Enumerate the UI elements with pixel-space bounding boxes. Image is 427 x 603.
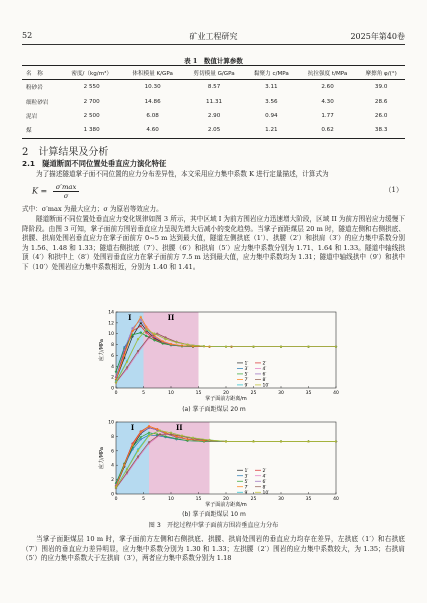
- table-caption: 表 1 数值计算参数: [184, 57, 243, 65]
- legend-label: 5′: [244, 479, 249, 485]
- table-row: [22, 109, 405, 123]
- legend-label: 1′: [244, 361, 249, 367]
- table-cell: 0.94: [265, 112, 278, 119]
- table-cell: 2.60: [321, 84, 334, 91]
- x-axis-label: 掌子面前方距离/m: [205, 396, 247, 402]
- where-paragraph: 式中：σ′max 为最大应力；σ 为原岩等效应力。: [22, 205, 163, 213]
- x-tick-label: 15: [195, 497, 202, 502]
- legend-label: 2′: [262, 361, 267, 367]
- x-tick-label: 40: [333, 391, 339, 396]
- y-tick-label: 2: [111, 478, 114, 484]
- table-cell: 6.08: [146, 112, 159, 119]
- zone-label: I: [128, 313, 132, 322]
- formula-fraction: [53, 183, 80, 200]
- column-header: 摩擦角 φ/(°): [357, 66, 405, 80]
- table-cell: 39.0: [374, 84, 388, 91]
- column-header: 黏聚力 c/MPa: [245, 66, 298, 80]
- legend-label: 4′: [262, 367, 267, 373]
- table-cell: 3.11: [265, 84, 278, 91]
- legend-label: 6′: [262, 372, 267, 378]
- table-cell: 粉砂岩: [26, 85, 43, 92]
- journal-name: 矿业工程研究: [189, 32, 238, 41]
- y-tick-label: 6: [111, 449, 114, 455]
- column-header: 抗拉强度 t/MPa: [298, 66, 358, 80]
- zone-label: II: [167, 313, 175, 322]
- legend-label: 8′: [262, 378, 267, 384]
- y-axis-label: 应力/MPa: [99, 447, 105, 469]
- x-axis-label: 掌子面前方距离/m: [205, 502, 247, 508]
- table-cell: 4.30: [321, 98, 334, 105]
- x-tick-label: 30: [278, 497, 284, 502]
- x-tick-label: 35: [305, 391, 312, 396]
- formula-denominator: σ: [63, 192, 69, 200]
- table-header-row: [22, 66, 405, 80]
- y-axis-label: 应力/MPa: [99, 339, 105, 361]
- table-cell: 2.90: [207, 112, 221, 119]
- chart-b: [84, 418, 344, 518]
- chart-b-svg: [84, 418, 344, 510]
- y-tick-label: 8: [111, 434, 114, 440]
- column-header: 名 称: [22, 66, 61, 80]
- y-tick-label: 12: [108, 321, 114, 327]
- y-tick-label: 8: [111, 343, 114, 349]
- table-cell: 1.21: [245, 123, 298, 138]
- y-tick-label: 14: [108, 310, 114, 316]
- table-body: [22, 80, 405, 139]
- legend-label: 2′: [262, 468, 267, 474]
- table-cell: 14.86: [144, 98, 161, 105]
- column-header: 密度/（kg/m³）: [61, 66, 122, 80]
- table-cell: 2 500: [83, 112, 100, 119]
- parameter-table: [22, 65, 405, 139]
- legend-label: 3′: [244, 474, 249, 480]
- header-rule: [22, 44, 405, 45]
- subsection-title: 2.1 隧道断面不同位置处垂直应力演化特征: [22, 159, 167, 168]
- x-tick-label: 40: [333, 497, 339, 502]
- x-tick-label: 5: [142, 391, 145, 396]
- table-cell: 38.3: [357, 123, 405, 138]
- chart-a-svg: [84, 308, 344, 404]
- chart-b-caption: (b) 掌子面距煤层 10 m: [182, 511, 246, 518]
- chart-a: [84, 308, 344, 416]
- legend-label: 9′: [244, 383, 249, 389]
- chart-a-caption: (a) 掌子面距煤层 20 m: [182, 406, 246, 413]
- legend-label: 1′: [244, 468, 249, 474]
- legend-label: 4′: [262, 474, 267, 480]
- table-cell: 4.60: [122, 123, 183, 138]
- formula-lhs: K =: [32, 186, 48, 196]
- x-tick-label: 25: [250, 391, 257, 396]
- page-number: 52: [22, 31, 33, 40]
- y-tick-label: 0: [111, 492, 114, 498]
- table-cell: 1 380: [61, 123, 122, 138]
- legend-label: 7′: [244, 485, 249, 491]
- legend-label: 6′: [262, 479, 267, 485]
- x-tick-label: 35: [305, 497, 312, 502]
- table-cell: 2 550: [83, 84, 100, 91]
- x-tick-label: 10: [168, 497, 174, 502]
- y-tick-label: 4: [111, 364, 114, 370]
- y-tick-label: 2: [111, 375, 114, 381]
- table-cell: 2.05: [183, 123, 245, 138]
- formula: [32, 183, 79, 200]
- table-cell: 细粒砂岩: [26, 99, 49, 106]
- table-cell: 煤: [22, 123, 61, 138]
- legend-label: 3′: [244, 367, 249, 373]
- section-title: 2 计算结果及分析: [22, 147, 109, 158]
- table-cell: 3.56: [265, 98, 278, 105]
- x-tick-label: 0: [114, 497, 118, 502]
- bottom-paragraph: 当掌子面距煤层 10 m 时，掌子面前方左侧和右侧拱底、拱腰、拱肩处围岩的垂直应力均存在差异，左拱底（1′）和右拱底（7′）围岩的垂直应力差异明显，应力集中系数分别为 1.30 和 1.33；左拱腰（2′）围岩的应力集中系数较大，为 1.35；右拱肩（5′）的应力集中系数大于左拱肩（3′），两者应力集中系数分别为 1.18: [22, 535, 405, 563]
- table-row: [22, 80, 405, 95]
- zone-label: II: [175, 423, 183, 432]
- legend-label: 10′: [262, 383, 270, 389]
- running-header: [22, 31, 405, 43]
- x-tick-label: 30: [278, 391, 284, 396]
- figure-caption: 图 3 开挖过程中掌子面前方围岩垂直应力分布: [148, 522, 279, 529]
- table-cell: 28.6: [374, 98, 388, 105]
- formula-number: （1）: [384, 186, 403, 194]
- y-tick-label: 4: [111, 463, 114, 469]
- table-row: [22, 123, 405, 138]
- formula-numerator: σ′max: [53, 183, 80, 192]
- table-cell: 11.31: [206, 98, 223, 105]
- column-header: 体积模量 K/GPa: [122, 66, 183, 80]
- y-tick-label: 6: [111, 353, 114, 359]
- table-cell: 2 700: [83, 98, 100, 105]
- x-tick-label: 10: [168, 391, 174, 396]
- y-tick-label: 0: [111, 386, 114, 392]
- y-tick-label: 10: [108, 420, 114, 426]
- zone-II: [144, 312, 199, 388]
- x-tick-label: 20: [223, 391, 229, 396]
- legend-label: 9′: [244, 490, 249, 496]
- table-cell: 0.62: [298, 123, 358, 138]
- body-paragraph: 隧道断面不同位置处垂直应力变化规律如图 3 所示，其中区域 I 为前方围岩应力迅速增大阶段，区域 II 为前方围岩应力缓慢下降阶段。由图 3 可知，掌子面前方围岩垂直应力呈现先增大后减小的变化趋势。当掌子面距煤层 20 m 时，隧道左侧和右侧拱底、拱腰、拱肩处围岩垂直应力在掌子面前方 0~5 m 达到最大值，隧道左侧拱底（1′）、拱腰（2′）和拱肩（3′）的应力集中系数分别为 1.56、1.48 和 1.33；隧道右侧拱底（7′）、拱腰（6′）和拱肩（5′）应力集中系数分别为 1.71、1.64 和 1.33。隧道中轴线拱顶（4′）和拱中上（8′）处围岩垂直应力在掌子面前方 7.5 m 达到最大值，应力集中系数均为 1.31；隧道中轴线拱中（9′）和拱中下（10′）处围岩应力集中系数相近，分别为 1.40 和 1.41。: [22, 215, 405, 271]
- table-cell: 10.30: [144, 84, 161, 91]
- x-tick-label: 20: [223, 497, 229, 502]
- zone-label: I: [130, 423, 135, 432]
- legend-label: 10′: [262, 490, 270, 496]
- table-cell: 泥岩: [26, 113, 38, 120]
- legend-label: 5′: [244, 372, 249, 378]
- intro-paragraph: 为了描述隧道掌子面不同位置的应力分布差异性，本文采用应力集中系数 K 进行定量描述，计算式为: [36, 170, 329, 178]
- table-cell: 8.57: [207, 84, 221, 91]
- x-tick-label: 0: [114, 391, 118, 396]
- y-tick-label: 10: [108, 332, 114, 338]
- legend-label: 8′: [262, 485, 267, 491]
- zone-I: [116, 422, 149, 494]
- zone-II: [149, 422, 210, 494]
- x-tick-label: 5: [142, 497, 145, 502]
- x-tick-label: 15: [195, 391, 202, 396]
- legend-label: 7′: [244, 378, 249, 384]
- column-header: 剪切模量 G/GPa: [183, 66, 245, 80]
- table-cell: 26.0: [374, 112, 388, 119]
- table-row: [22, 94, 405, 108]
- year-issue: 2025年第40卷: [350, 32, 405, 41]
- table-cell: 1.77: [321, 112, 334, 119]
- x-tick-label: 25: [250, 497, 257, 502]
